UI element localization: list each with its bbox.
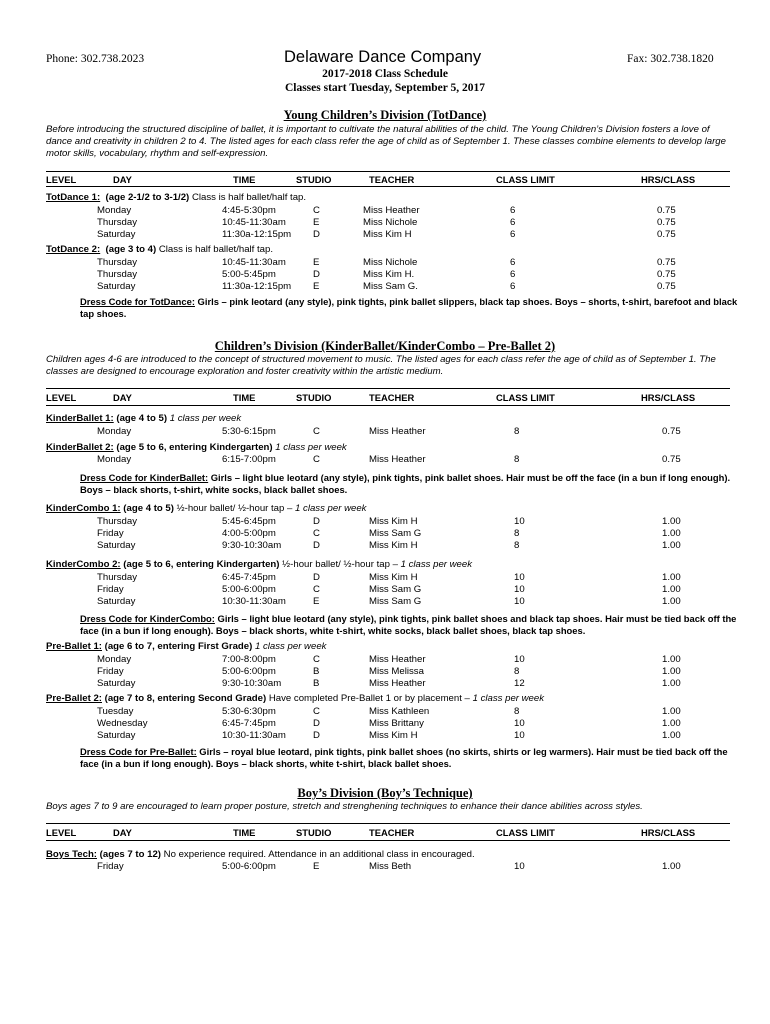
- section-intro-young-children: Before introducing the structured discipline of ballet, it is important to cultivate the natural abilities of the child. The Young Children’s Division fosters a love of dance and creativity in children 2 to 4. The listed ages for each class refer the age of child as of September 1. These classes combine elements to develop large motor skills, vocabulary, rhythm and self-expression.: [46, 124, 726, 159]
- cell-teacher: Miss Heather: [369, 678, 426, 689]
- cell-studio: E: [313, 281, 320, 292]
- cell-studio: C: [313, 654, 320, 665]
- cell-teacher: Miss Nichole: [363, 217, 418, 228]
- col-studio: STUDIO: [296, 174, 332, 185]
- cell-day: Saturday: [97, 229, 136, 240]
- col-class-limit: CLASS LIMIT: [496, 174, 555, 185]
- cell-time: 11:30a-12:15pm: [222, 229, 292, 240]
- cell-limit: 6: [510, 269, 516, 280]
- class-group-title: Boys Tech: (ages 7 to 12) No experience required. Attendance in an additional class in encouraged.: [46, 849, 475, 860]
- cell-hrs: 1.00: [662, 730, 681, 741]
- cell-studio: C: [313, 706, 320, 717]
- cell-day: Saturday: [97, 678, 136, 689]
- cell-hrs: 1.00: [662, 528, 681, 539]
- cell-time: 10:45-11:30am: [222, 217, 286, 228]
- cell-time: 10:30-11:30am: [222, 596, 286, 607]
- cell-hrs: 1.00: [662, 666, 681, 677]
- col-class-limit: CLASS LIMIT: [496, 392, 555, 403]
- cell-limit: 6: [510, 205, 516, 216]
- col-day: DAY: [113, 174, 132, 185]
- cell-day: Friday: [97, 528, 124, 539]
- cell-day: Thursday: [97, 257, 137, 268]
- class-group-title: KinderCombo 1: (age 4 to 5) ½-hour ballet/ ½-hour tap – 1 class per week: [46, 503, 367, 514]
- cell-studio: D: [313, 540, 320, 551]
- section-title-childrens: Children’s Division (KinderBallet/KinderCombo – Pre-Ballet 2): [214, 339, 556, 353]
- cell-teacher: Miss Sam G: [369, 528, 422, 539]
- cell-day: Thursday: [97, 217, 137, 228]
- col-level: LEVEL: [46, 827, 77, 838]
- cell-hrs: 1.00: [662, 572, 681, 583]
- cell-teacher: Miss Sam G.: [363, 281, 418, 292]
- cell-limit: 10: [514, 516, 525, 527]
- cell-studio: D: [313, 572, 320, 583]
- class-group-title: Pre-Ballet 2: (age 7 to 8, entering Second Grade) Have completed Pre-Ballet 1 or by placement – 1 class per week: [46, 693, 545, 704]
- cell-day: Friday: [97, 584, 124, 595]
- fax-number: Fax: 302.738.1820: [627, 53, 714, 65]
- cell-teacher: Miss Kim H.: [363, 269, 415, 280]
- dress-code-totdance: Dress Code for TotDance: Girls – pink leotard (any style), pink tights, pink ballet slippers, black tap shoes. Boys – shorts, t-shirt, barefoot and black tap shoes.: [80, 296, 738, 320]
- cell-teacher: Miss Sam G: [369, 584, 422, 595]
- cell-limit: 10: [514, 654, 525, 665]
- cell-teacher: Miss Heather: [369, 454, 426, 465]
- cell-hrs: 0.75: [662, 426, 681, 437]
- cell-limit: 10: [514, 718, 525, 729]
- cell-teacher: Miss Kathleen: [369, 706, 430, 717]
- class-group-title: TotDance 1: (age 2-1/2 to 3-1/2) Class is half ballet/half tap.: [46, 192, 307, 203]
- col-teacher: TEACHER: [369, 392, 415, 403]
- cell-day: Monday: [97, 205, 132, 216]
- cell-day: Monday: [97, 454, 132, 465]
- cell-studio: E: [313, 861, 320, 872]
- cell-hrs: 1.00: [662, 584, 681, 595]
- col-teacher: TEACHER: [369, 827, 415, 838]
- cell-time: 10:45-11:30am: [222, 257, 286, 268]
- cell-hrs: 1.00: [662, 654, 681, 665]
- schedule-title: 2017-2018 Class Schedule: [322, 68, 448, 80]
- cell-time: 5:30-6:15pm: [222, 426, 276, 437]
- cell-day: Thursday: [97, 572, 137, 583]
- cell-teacher: Miss Heather: [369, 654, 426, 665]
- cell-studio: D: [313, 516, 320, 527]
- cell-day: Friday: [97, 861, 124, 872]
- col-level: LEVEL: [46, 392, 77, 403]
- cell-hrs: 1.00: [662, 596, 681, 607]
- cell-time: 5:00-5:45pm: [222, 269, 276, 280]
- cell-time: 4:45-5:30pm: [222, 205, 276, 216]
- section-intro-boys: Boys ages 7 to 9 are encouraged to learn proper posture, stretch and strenghening techniques to enhance their dance abilities across styles.: [46, 801, 643, 812]
- cell-time: 5:00-6:00pm: [222, 666, 276, 677]
- cell-time: 6:15-7:00pm: [222, 454, 276, 465]
- cell-day: Friday: [97, 666, 124, 677]
- cell-day: Saturday: [97, 596, 136, 607]
- cell-hrs: 1.00: [662, 540, 681, 551]
- col-hrs: HRS/CLASS: [641, 392, 696, 403]
- cell-time: 5:45-6:45pm: [222, 516, 276, 527]
- cell-limit: 6: [510, 281, 516, 292]
- cell-limit: 6: [510, 217, 516, 228]
- cell-limit: 8: [514, 426, 520, 437]
- start-date: Classes start Tuesday, September 5, 2017: [284, 82, 486, 94]
- phone-number: Phone: 302.738.2023: [46, 53, 145, 65]
- cell-hrs: 1.00: [662, 861, 681, 872]
- cell-hrs: 0.75: [657, 229, 676, 240]
- col-studio: STUDIO: [296, 827, 332, 838]
- cell-time: 5:30-6:30pm: [222, 706, 276, 717]
- cell-time: 10:30-11:30am: [222, 730, 286, 741]
- dress-code-preballet: Dress Code for Pre-Ballet: Girls – royal blue leotard, pink tights, pink ballet shoes (no skirts, shirts or leg warmers). Hair must be tied back off the face (in a bun if long enough). Boys – black shorts, white t-shirt, black ballet shoes.: [80, 746, 728, 770]
- cell-limit: 10: [514, 730, 525, 741]
- cell-limit: 6: [510, 257, 516, 268]
- cell-studio: B: [313, 666, 320, 677]
- cell-limit: 8: [514, 666, 520, 677]
- cell-day: Saturday: [97, 281, 136, 292]
- cell-teacher: Miss Heather: [363, 205, 420, 216]
- cell-studio: E: [313, 596, 320, 607]
- cell-studio: D: [313, 718, 320, 729]
- cell-hrs: 0.75: [657, 257, 676, 268]
- col-day: DAY: [113, 392, 132, 403]
- cell-hrs: 1.00: [662, 718, 681, 729]
- cell-time: 5:00-6:00pm: [222, 584, 276, 595]
- company-name: Delaware Dance Company: [284, 48, 482, 66]
- section-title-boys: Boy’s Division (Boy’s Technique): [297, 786, 473, 800]
- cell-hrs: 1.00: [662, 516, 681, 527]
- cell-studio: C: [313, 205, 320, 216]
- col-time: TIME: [233, 392, 256, 403]
- cell-teacher: Miss Kim H: [369, 730, 418, 741]
- col-day: DAY: [113, 827, 132, 838]
- cell-studio: E: [313, 257, 320, 268]
- cell-teacher: Miss Brittany: [369, 718, 424, 729]
- cell-day: Saturday: [97, 730, 136, 741]
- col-studio: STUDIO: [296, 392, 332, 403]
- cell-day: Monday: [97, 654, 132, 665]
- cell-studio: C: [313, 454, 320, 465]
- cell-time: 7:00-8:00pm: [222, 654, 276, 665]
- cell-hrs: 0.75: [657, 205, 676, 216]
- class-group-title: KinderCombo 2: (age 5 to 6, entering Kindergarten) ½-hour ballet/ ½-hour tap – 1 class per week: [46, 559, 473, 570]
- cell-time: 4:00-5:00pm: [222, 528, 276, 539]
- class-group-title: KinderBallet 2: (age 5 to 6, entering Kindergarten) 1 class per week: [46, 442, 347, 453]
- cell-day: Thursday: [97, 516, 137, 527]
- cell-hrs: 1.00: [662, 678, 681, 689]
- cell-teacher: Miss Kim H: [369, 516, 418, 527]
- cell-hrs: 0.75: [657, 217, 676, 228]
- cell-limit: 10: [514, 584, 525, 595]
- cell-hrs: 0.75: [657, 281, 676, 292]
- cell-limit: 8: [514, 454, 520, 465]
- cell-studio: E: [313, 217, 320, 228]
- cell-teacher: Miss Kim H: [369, 540, 418, 551]
- cell-day: Tuesday: [97, 706, 134, 717]
- cell-teacher: Miss Heather: [369, 426, 426, 437]
- cell-hrs: 0.75: [657, 269, 676, 280]
- class-group-title: Pre-Ballet 1: (age 6 to 7, entering First Grade) 1 class per week: [46, 641, 327, 652]
- cell-time: 9:30-10:30am: [222, 540, 282, 551]
- cell-time: 9:30-10:30am: [222, 678, 282, 689]
- cell-teacher: Miss Kim H: [363, 229, 412, 240]
- cell-studio: B: [313, 678, 320, 689]
- cell-teacher: Miss Sam G: [369, 596, 422, 607]
- dress-code-kindercombo: Dress Code for KinderCombo: Girls – light blue leotard (any style), pink tights, pink ballet shoes and black tap shoes. Hair must be tied back off the face (in a bun if long enough). Boys – black shorts, white t-shirt, white socks, black ballet shoes, black tap shoes.: [80, 613, 737, 637]
- cell-studio: C: [313, 528, 320, 539]
- cell-time: 5:00-6:00pm: [222, 861, 276, 872]
- col-time: TIME: [233, 174, 256, 185]
- class-group-title: TotDance 2: (age 3 to 4) Class is half ballet/half tap.: [46, 244, 273, 255]
- cell-limit: 8: [514, 540, 520, 551]
- cell-studio: D: [313, 730, 320, 741]
- cell-limit: 12: [514, 678, 525, 689]
- cell-limit: 8: [514, 706, 520, 717]
- cell-studio: C: [313, 584, 320, 595]
- cell-limit: 10: [514, 861, 525, 872]
- cell-teacher: Miss Kim H: [369, 572, 418, 583]
- col-teacher: TEACHER: [369, 174, 415, 185]
- cell-time: 6:45-7:45pm: [222, 718, 276, 729]
- cell-studio: C: [313, 426, 320, 437]
- cell-limit: 10: [514, 572, 525, 583]
- col-level: LEVEL: [46, 174, 77, 185]
- section-intro-childrens: Children ages 4-6 are introduced to the concept of structured movement to music. The listed ages for each class refer the age of child as of September 1. The classes are designed to encourage exploration and foster creativity within the artistic medium.: [46, 354, 716, 377]
- col-hrs: HRS/CLASS: [641, 174, 696, 185]
- cell-teacher: Miss Melissa: [369, 666, 424, 677]
- cell-day: Saturday: [97, 540, 136, 551]
- cell-limit: 10: [514, 596, 525, 607]
- col-hrs: HRS/CLASS: [641, 827, 696, 838]
- class-group-title: KinderBallet 1: (age 4 to 5) 1 class per week: [46, 413, 242, 424]
- cell-studio: D: [313, 269, 320, 280]
- cell-teacher: Miss Beth: [369, 861, 412, 872]
- cell-hrs: 1.00: [662, 706, 681, 717]
- col-class-limit: CLASS LIMIT: [496, 827, 555, 838]
- cell-time: 11:30a-12:15pm: [222, 281, 292, 292]
- cell-day: Monday: [97, 426, 132, 437]
- cell-day: Thursday: [97, 269, 137, 280]
- col-time: TIME: [233, 827, 256, 838]
- cell-hrs: 0.75: [662, 454, 681, 465]
- cell-limit: 6: [510, 229, 516, 240]
- cell-day: Wednesday: [97, 718, 148, 729]
- cell-teacher: Miss Nichole: [363, 257, 418, 268]
- cell-time: 6:45-7:45pm: [222, 572, 276, 583]
- section-title-young-children: Young Children’s Division (TotDance): [283, 108, 487, 122]
- dress-code-kinderballet: Dress Code for KinderBallet: Girls – light blue leotard (any style), pink tights, pink ballet shoes. Hair must be off the face (in a bun if long enough). Boys – black shorts, t-shirt, white socks, black ballet shoes.: [80, 472, 731, 496]
- cell-limit: 8: [514, 528, 520, 539]
- cell-studio: D: [313, 229, 320, 240]
